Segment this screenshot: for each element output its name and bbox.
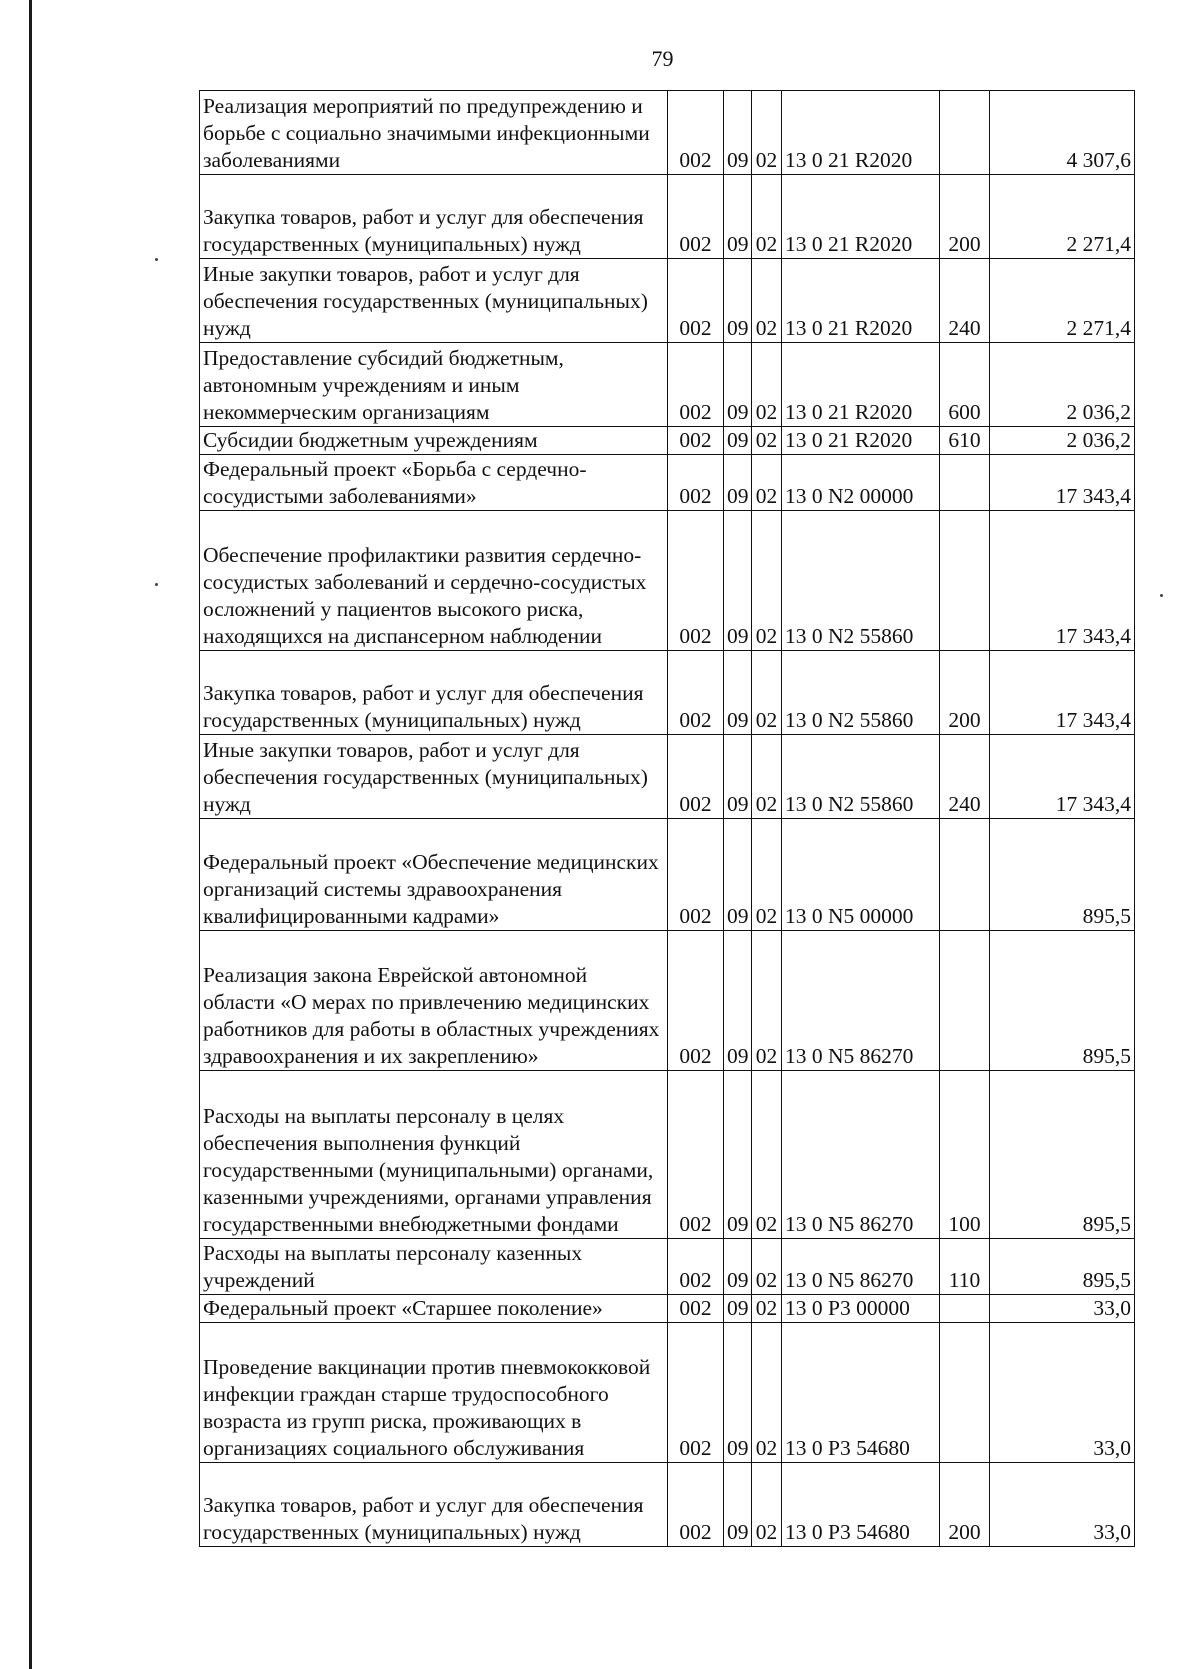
amount: 33,0 — [990, 1463, 1135, 1547]
row-name: Иные закупки товаров, работ и услуг для обеспечения государственных (муниципальных) нужд — [200, 735, 668, 819]
admin-code: 002 — [668, 1295, 724, 1323]
expense-type — [940, 819, 990, 931]
target-article: 13 0 N5 86270 — [782, 1239, 940, 1295]
row-name: Федеральный проект «Борьба с сердечно-сосудистыми заболеваниями» — [200, 455, 668, 511]
expense-type: 600 — [940, 343, 990, 427]
subsection-code: 02 — [752, 819, 782, 931]
amount: 895,5 — [990, 931, 1135, 1071]
row-name: Закупка товаров, работ и услуг для обеспечения государственных (муниципальных) нужд — [200, 651, 668, 735]
subsection-code: 02 — [752, 175, 782, 259]
section-code: 09 — [724, 175, 752, 259]
amount: 17 343,4 — [990, 511, 1135, 651]
amount: 2 036,2 — [990, 343, 1135, 427]
target-article: 13 0 N2 55860 — [782, 511, 940, 651]
table-row — [200, 259, 1135, 343]
section-code: 09 — [724, 1463, 752, 1547]
admin-code: 002 — [668, 1239, 724, 1295]
target-article: 13 0 N2 00000 — [782, 455, 940, 511]
amount: 895,5 — [990, 1071, 1135, 1239]
scan-speck — [1160, 594, 1163, 597]
expense-type — [940, 91, 990, 175]
admin-code: 002 — [668, 343, 724, 427]
table-row — [200, 1463, 1135, 1547]
admin-code: 002 — [668, 259, 724, 343]
expense-type — [940, 1323, 990, 1463]
amount: 2 036,2 — [990, 427, 1135, 455]
expense-type: 200 — [940, 175, 990, 259]
admin-code: 002 — [668, 931, 724, 1071]
section-code: 09 — [724, 343, 752, 427]
target-article: 13 0 21 R2020 — [782, 343, 940, 427]
subsection-code: 02 — [752, 343, 782, 427]
admin-code: 002 — [668, 651, 724, 735]
section-code: 09 — [724, 1071, 752, 1239]
row-name: Расходы на выплаты персоналу в целях обеспечения выполнения функций государственными (муниципальными) органами, казенными учреждениями, органами управления государственными внебюджетными фондами — [200, 1071, 668, 1239]
row-name: Проведение вакцинации против пневмококковой инфекции граждан старше трудоспособного возраста из групп риска, проживающих в организациях социального обслуживания — [200, 1323, 668, 1463]
table-row — [200, 175, 1135, 259]
expense-type: 240 — [940, 735, 990, 819]
subsection-code: 02 — [752, 511, 782, 651]
table-row — [200, 1295, 1135, 1323]
table-row — [200, 1239, 1135, 1295]
admin-code: 002 — [668, 427, 724, 455]
amount: 17 343,4 — [990, 735, 1135, 819]
expense-type: 240 — [940, 259, 990, 343]
amount: 895,5 — [990, 1239, 1135, 1295]
table-row — [200, 1323, 1135, 1463]
admin-code: 002 — [668, 511, 724, 651]
expense-type: 100 — [940, 1071, 990, 1239]
section-code: 09 — [724, 455, 752, 511]
scan-speck — [155, 583, 158, 586]
target-article: 13 0 N5 86270 — [782, 931, 940, 1071]
admin-code: 002 — [668, 1323, 724, 1463]
expense-type — [940, 1295, 990, 1323]
target-article: 13 0 21 R2020 — [782, 91, 940, 175]
table-row — [200, 427, 1135, 455]
page-number: 79 — [651, 46, 674, 71]
row-name: Федеральный проект «Обеспечение медицинских организаций системы здравоохранения квалифицированными кадрами» — [200, 819, 668, 931]
amount: 17 343,4 — [990, 455, 1135, 511]
target-article: 13 0 21 R2020 — [782, 427, 940, 455]
amount: 4 307,6 — [990, 91, 1135, 175]
section-code: 09 — [724, 735, 752, 819]
target-article: 13 0 N5 86270 — [782, 1071, 940, 1239]
expense-type: 610 — [940, 427, 990, 455]
row-name: Закупка товаров, работ и услуг для обеспечения государственных (муниципальных) нужд — [200, 175, 668, 259]
row-name: Обеспечение профилактики развития сердечно-сосудистых заболеваний и сердечно-сосудистых осложнений у пациентов высокого риска, находящихся на диспансерном наблюдении — [200, 511, 668, 651]
subsection-code: 02 — [752, 1239, 782, 1295]
expense-type: 110 — [940, 1239, 990, 1295]
admin-code: 002 — [668, 455, 724, 511]
admin-code: 002 — [668, 1071, 724, 1239]
table-row — [200, 343, 1135, 427]
expense-type: 200 — [940, 651, 990, 735]
row-name: Иные закупки товаров, работ и услуг для обеспечения государственных (муниципальных) нужд — [200, 259, 668, 343]
row-name: Реализация закона Еврейской автономной области «О мерах по привлечению медицинских работников для работы в областных учреждениях здравоохранения и их закреплению» — [200, 931, 668, 1071]
subsection-code: 02 — [752, 1071, 782, 1239]
amount: 33,0 — [990, 1323, 1135, 1463]
admin-code: 002 — [668, 735, 724, 819]
table-row — [200, 91, 1135, 175]
target-article: 13 0 N5 00000 — [782, 819, 940, 931]
scan-speck — [155, 258, 158, 261]
subsection-code: 02 — [752, 1463, 782, 1547]
amount: 895,5 — [990, 819, 1135, 931]
row-name: Федеральный проект «Старшее поколение» — [200, 1295, 668, 1323]
table-row — [200, 819, 1135, 931]
target-article: 13 0 P3 54680 — [782, 1323, 940, 1463]
section-code: 09 — [724, 511, 752, 651]
subsection-code: 02 — [752, 651, 782, 735]
amount: 2 271,4 — [990, 259, 1135, 343]
section-code: 09 — [724, 931, 752, 1071]
section-code: 09 — [724, 427, 752, 455]
section-code: 09 — [724, 259, 752, 343]
subsection-code: 02 — [752, 1323, 782, 1463]
admin-code: 002 — [668, 91, 724, 175]
row-name: Субсидии бюджетным учреждениям — [200, 427, 668, 455]
admin-code: 002 — [668, 819, 724, 931]
section-code: 09 — [724, 1323, 752, 1463]
subsection-code: 02 — [752, 455, 782, 511]
section-code: 09 — [724, 91, 752, 175]
target-article: 13 0 21 R2020 — [782, 259, 940, 343]
target-article: 13 0 N2 55860 — [782, 735, 940, 819]
table-row — [200, 511, 1135, 651]
expense-type — [940, 931, 990, 1071]
amount: 33,0 — [990, 1295, 1135, 1323]
section-code: 09 — [724, 819, 752, 931]
expense-type — [940, 511, 990, 651]
subsection-code: 02 — [752, 1295, 782, 1323]
row-name: Расходы на выплаты персоналу казенных учреждений — [200, 1239, 668, 1295]
expense-type: 200 — [940, 1463, 990, 1547]
subsection-code: 02 — [752, 931, 782, 1071]
subsection-code: 02 — [752, 91, 782, 175]
table-row — [200, 735, 1135, 819]
row-name: Предоставление субсидий бюджетным, автономным учреждениям и иным некоммерческим организациям — [200, 343, 668, 427]
amount: 2 271,4 — [990, 175, 1135, 259]
amount: 17 343,4 — [990, 651, 1135, 735]
admin-code: 002 — [668, 1463, 724, 1547]
section-code: 09 — [724, 651, 752, 735]
table-row — [200, 651, 1135, 735]
table-row — [200, 1071, 1135, 1239]
subsection-code: 02 — [752, 735, 782, 819]
target-article: 13 0 P3 00000 — [782, 1295, 940, 1323]
table-row — [200, 455, 1135, 511]
admin-code: 002 — [668, 175, 724, 259]
expense-type — [940, 455, 990, 511]
subsection-code: 02 — [752, 259, 782, 343]
binding-line — [29, 0, 32, 1669]
table-row — [200, 931, 1135, 1071]
row-name: Реализация мероприятий по предупреждению и борьбе с социально значимыми инфекционными заболеваниями — [200, 91, 668, 175]
section-code: 09 — [724, 1239, 752, 1295]
target-article: 13 0 N2 55860 — [782, 651, 940, 735]
section-code: 09 — [724, 1295, 752, 1323]
target-article: 13 0 P3 54680 — [782, 1463, 940, 1547]
target-article: 13 0 21 R2020 — [782, 175, 940, 259]
row-name: Закупка товаров, работ и услуг для обеспечения государственных (муниципальных) нужд — [200, 1463, 668, 1547]
subsection-code: 02 — [752, 427, 782, 455]
budget-table — [199, 90, 1135, 1547]
